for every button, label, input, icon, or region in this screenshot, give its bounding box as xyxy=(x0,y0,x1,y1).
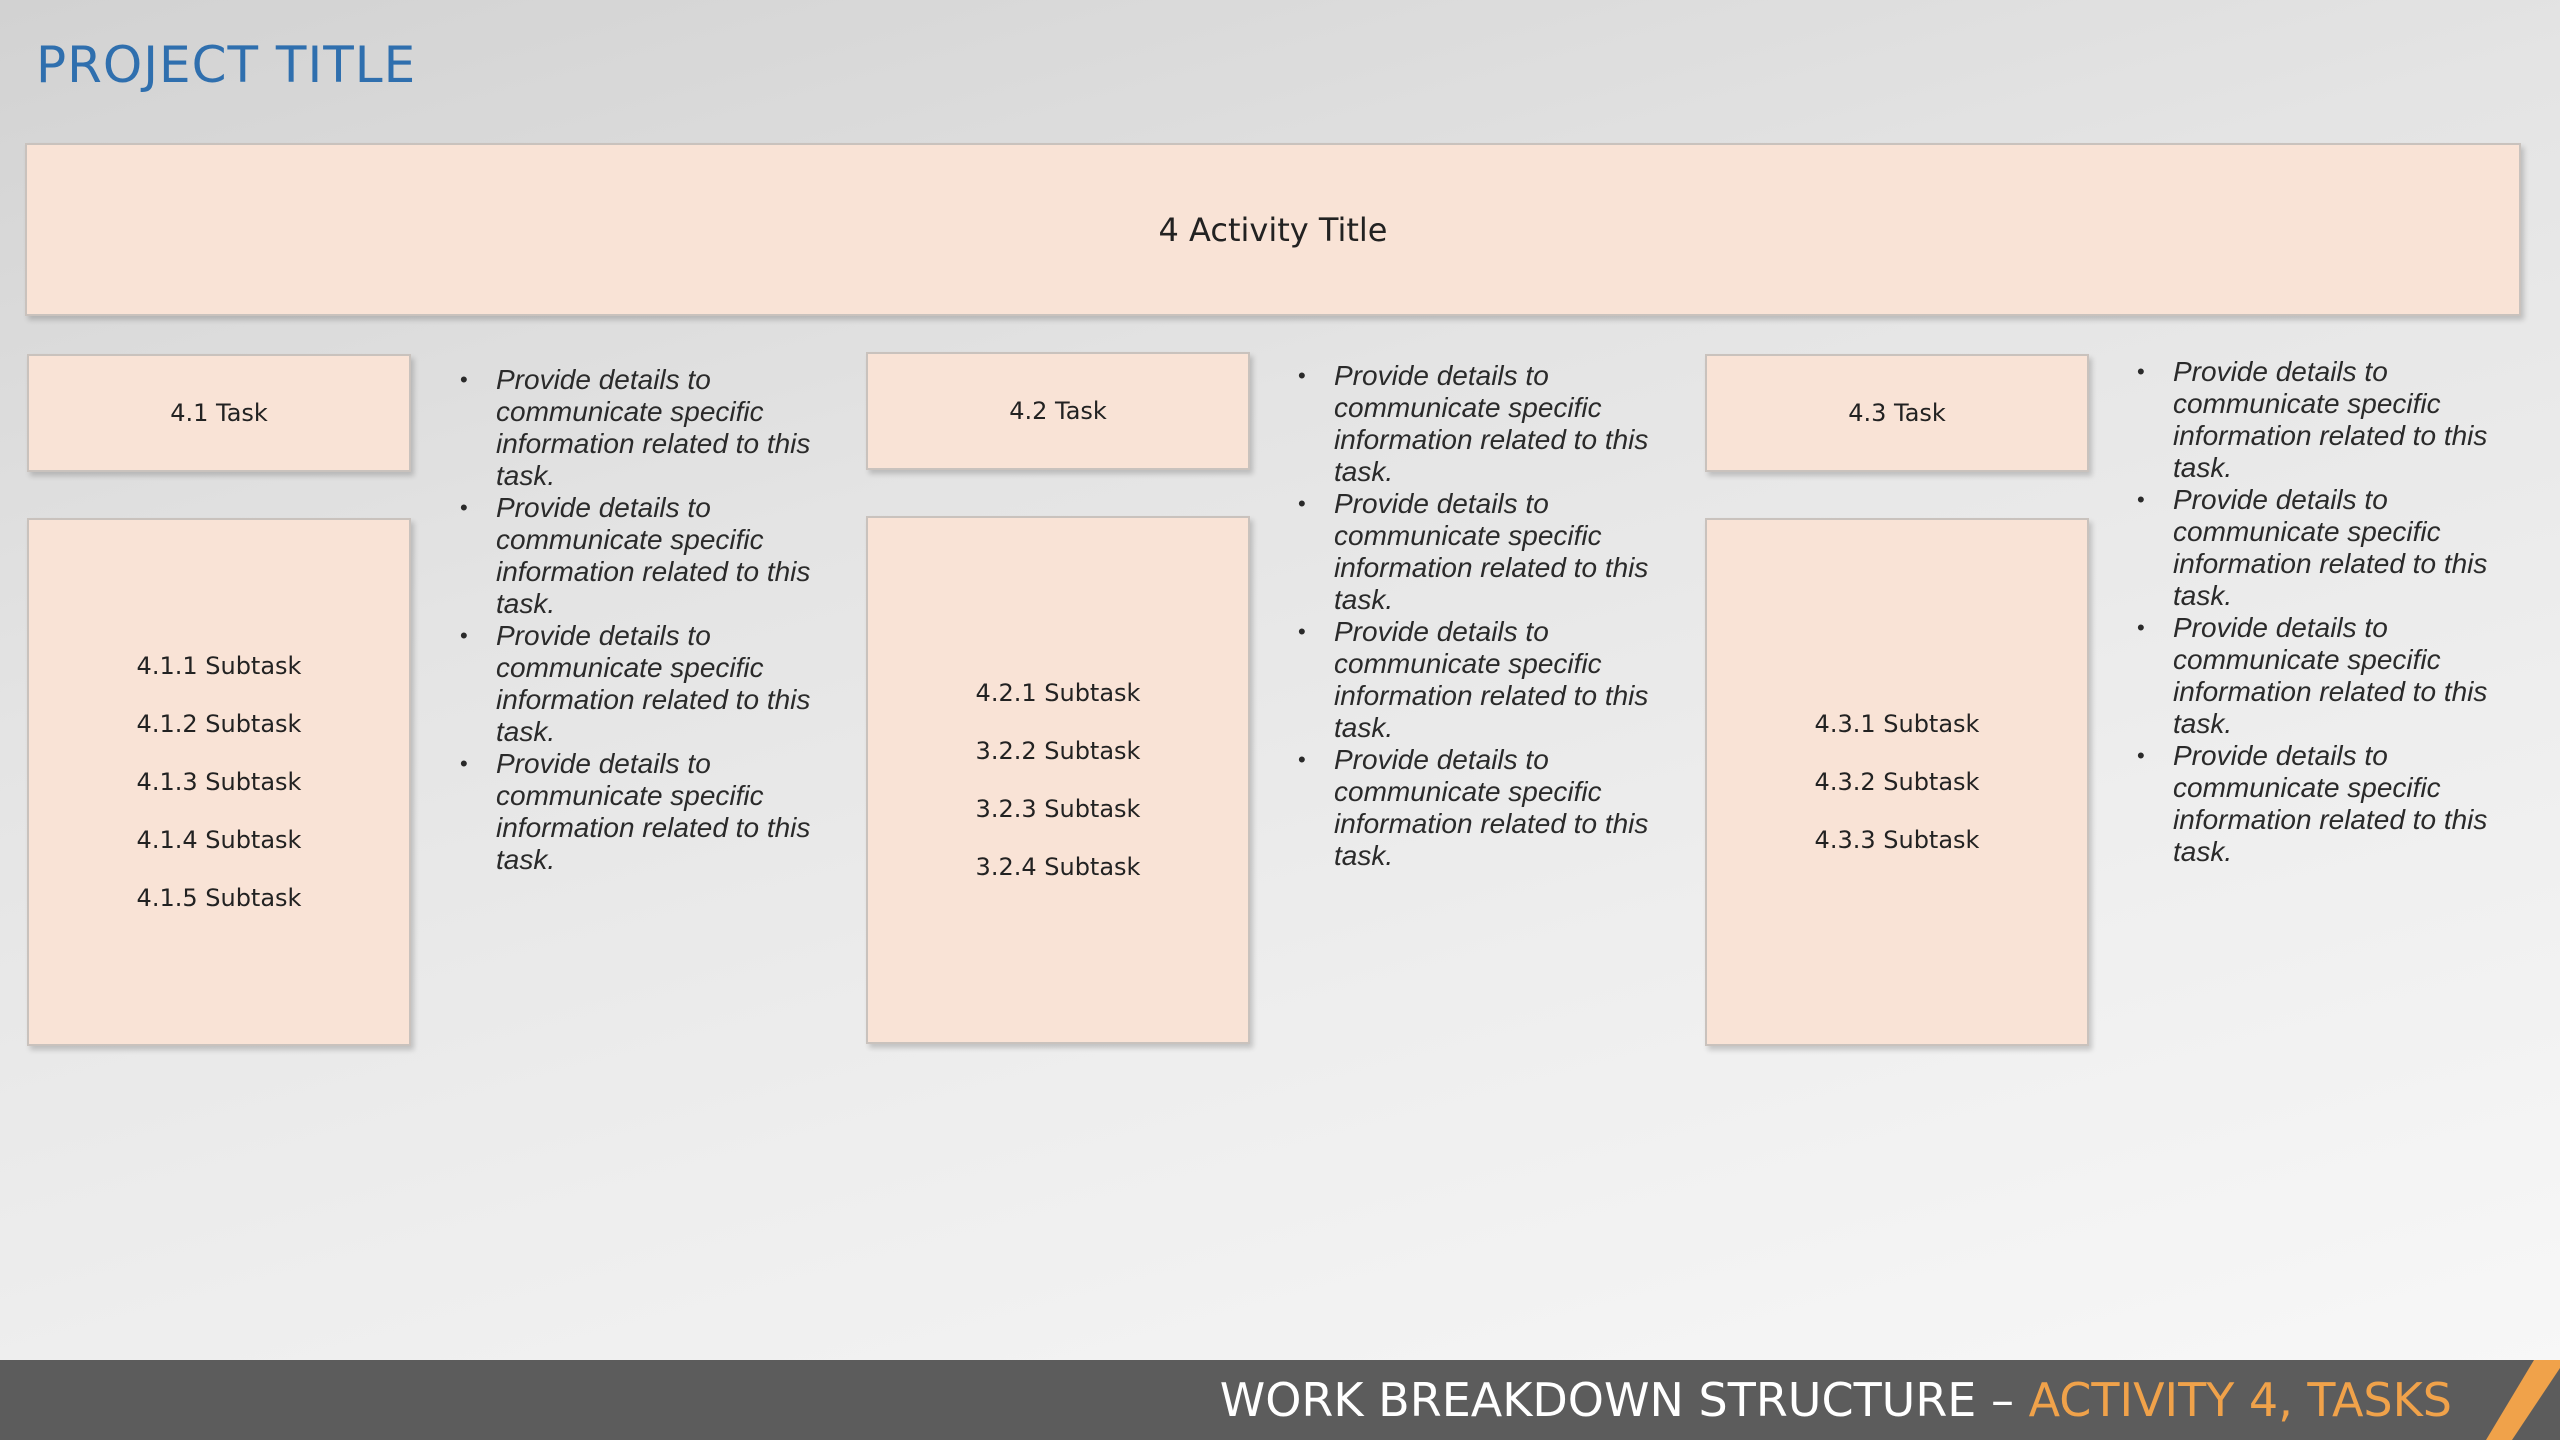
footer-accent-stripe xyxy=(2470,1360,2560,1440)
task-label: 4.1 Task xyxy=(170,399,268,427)
subtask-item: 3.2.4 Subtask xyxy=(975,853,1141,881)
detail-bullet: • Provide details to communicate specific information related to this task. xyxy=(2173,356,2533,484)
subtask-box-4-2 xyxy=(866,516,1250,1044)
footer-title-main: WORK BREAKDOWN STRUCTURE – xyxy=(1219,1373,2029,1427)
subtask-box-4-3 xyxy=(1705,518,2089,1046)
detail-bullet: • Provide details to communicate specific information related to this task. xyxy=(2173,740,2533,868)
detail-bullet: • Provide details to communicate specific information related to this task. xyxy=(1334,360,1694,488)
subtask-item: 4.1.2 Subtask xyxy=(136,710,302,738)
subtask-item: 4.3.1 Subtask xyxy=(1814,710,1980,738)
detail-bullet: • Provide details to communicate specific information related to this task. xyxy=(2173,484,2533,612)
detail-bullet: • Provide details to communicate specific information related to this task. xyxy=(496,492,856,620)
subtask-item: 3.2.2 Subtask xyxy=(975,737,1141,765)
subtask-box-4-1 xyxy=(27,518,411,1046)
task-label: 4.3 Task xyxy=(1848,399,1946,427)
subtask-item: 4.3.3 Subtask xyxy=(1814,826,1980,854)
task-details-4-1 xyxy=(458,364,856,876)
subtask-item: 4.1.1 Subtask xyxy=(136,652,302,680)
detail-bullet: • Provide details to communicate specific information related to this task. xyxy=(1334,488,1694,616)
activity-title: 4 Activity Title xyxy=(1158,210,1388,249)
detail-bullet: • Provide details to communicate specific information related to this task. xyxy=(1334,744,1694,872)
task-details-4-2 xyxy=(1296,360,1694,872)
project-title: PROJECT TITLE xyxy=(36,36,417,94)
task-details-4-3 xyxy=(2135,356,2533,868)
task-box-4-3 xyxy=(1705,354,2089,472)
task-box-4-2 xyxy=(866,352,1250,470)
subtask-item: 4.3.2 Subtask xyxy=(1814,768,1980,796)
activity-title-box xyxy=(25,143,2521,316)
detail-bullet: • Provide details to communicate specific information related to this task. xyxy=(496,620,856,748)
footer-bar xyxy=(0,1360,2560,1440)
footer-title xyxy=(1220,1360,2452,1440)
detail-bullet: • Provide details to communicate specific information related to this task. xyxy=(1334,616,1694,744)
subtask-item: 4.1.4 Subtask xyxy=(136,826,302,854)
subtask-item: 4.2.1 Subtask xyxy=(975,679,1141,707)
task-label: 4.2 Task xyxy=(1009,397,1107,425)
footer-title-accent: ACTIVITY 4, TASKS xyxy=(2028,1373,2452,1427)
detail-bullet: • Provide details to communicate specific information related to this task. xyxy=(2173,612,2533,740)
subtask-item: 4.1.3 Subtask xyxy=(136,768,302,796)
detail-bullet: • Provide details to communicate specific information related to this task. xyxy=(496,364,856,492)
subtask-item: 4.1.5 Subtask xyxy=(136,884,302,912)
task-box-4-1 xyxy=(27,354,411,472)
accent-stripe-shape xyxy=(2486,1360,2560,1440)
subtask-item: 3.2.3 Subtask xyxy=(975,795,1141,823)
detail-bullet: • Provide details to communicate specific information related to this task. xyxy=(496,748,856,876)
